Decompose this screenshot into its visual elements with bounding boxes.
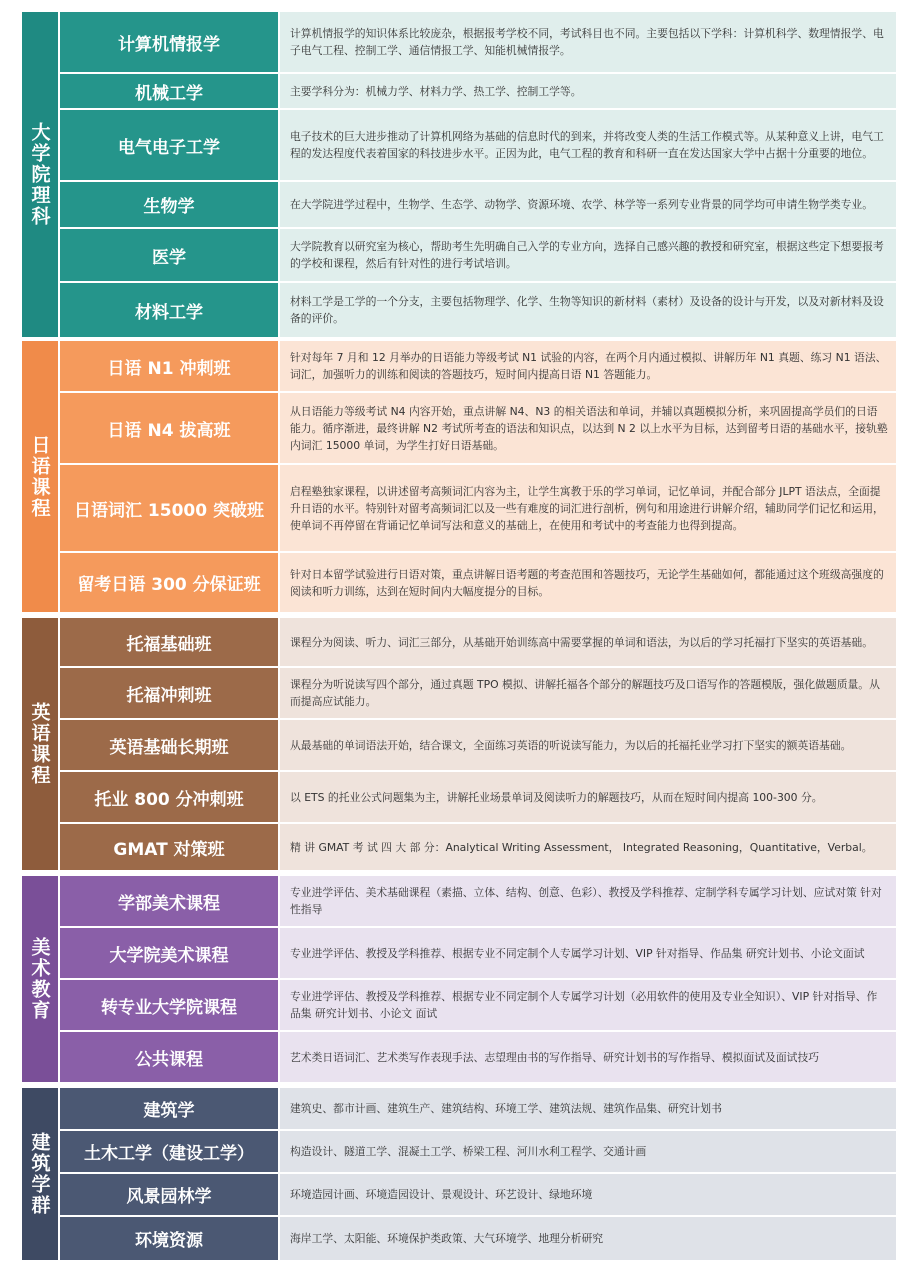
course-name: 转专业大学院课程 [60,980,278,1030]
course-description: 精 讲 GMAT 考 试 四 大 部 分：Analytical Writing Assessment， Integrated Reasoning，Quantitative，Verbal。 [280,824,896,870]
course-name: GMAT 对策班 [60,824,278,870]
section-title: 大学院理科 [22,12,58,337]
course-description: 专业进学评估、教授及学科推荐、根据专业不同定制个人专属学习计划、VIP 针对指导、作品集 研究计划书、小论文面试 [280,928,896,978]
course-description: 海岸工学、太阳能、环境保护类政策、大气环境学、地理分析研究 [280,1217,896,1260]
table-row [60,1131,896,1172]
table-row [60,182,896,227]
course-description: 构造设计、隧道工学、混凝土工学、桥梁工程、河川水利工程学、交通计画 [280,1131,896,1172]
course-name: 留考日语 300 分保证班 [60,553,278,612]
course-name: 生物学 [60,182,278,227]
course-description: 针对每年 7 月和 12 月举办的日语能力等级考试 N1 试验的内容，在两个月内通过模拟、讲解历年 N1 真题、练习 N1 语法、词汇，加强听力的训练和阅读的答题技巧，短时间内提高日语 N1 答题能力。 [280,341,896,391]
course-name: 建筑学 [60,1088,278,1129]
course-name: 计算机情报学 [60,12,278,72]
course-description: 针对日本留学试验进行日语对策，重点讲解日语考题的考查范围和答题技巧，无论学生基础如何，都能通过这个班级高强度的阅读和听力训练，达到在短时间内大幅度提分的目标。 [280,553,896,612]
course-name: 风景园林学 [60,1174,278,1215]
course-description: 课程分为阅读、听力、词汇三部分，从基础开始训练高中需要掌握的单词和语法，为以后的学习托福打下坚实的英语基础。 [280,618,896,666]
course-name: 医学 [60,229,278,281]
table-row [60,772,896,822]
table-row [60,1174,896,1215]
section-title: 美术教育 [22,876,58,1082]
course-name: 托福基础班 [60,618,278,666]
table-row [60,1032,896,1082]
course-description: 专业进学评估、美术基础课程（素描、立体、结构、创意、色彩）、教授及学科推荐、定制学科专属学习计划、应试对策 针对性指导 [280,876,896,926]
course-name: 日语词汇 15000 突破班 [60,465,278,551]
course-description: 从日语能力等级考试 N4 内容开始，重点讲解 N4、N3 的相关语法和单词，并辅以真题模拟分析，来巩固提高学员们的日语能力。循序渐进，最终讲解 N2 考试所考查的语法和知识点，以达到 N 2 以上水平为目标，达到留考日语的基础水平，接轨塾内词汇 15000 单词，为学生打好日语基础。 [280,393,896,463]
course-name: 材料工学 [60,283,278,337]
table-row [60,283,896,337]
course-description: 从最基础的单词语法开始，结合课文，全面练习英语的听说读写能力，为以后的托福托业学习打下坚实的额英语基础。 [280,720,896,770]
table-row [60,618,896,666]
section-art [22,876,896,1082]
course-name: 土木工学（建设工学） [60,1131,278,1172]
table-row [60,928,896,978]
course-name: 环境资源 [60,1217,278,1260]
course-description: 启程塾独家课程，以讲述留考高频词汇内容为主，让学生寓教于乐的学习单词，记忆单词，并配合部分 JLPT 语法点，全面提升日语的水平。特别针对留考高频词汇以及一些有难度的词汇进行剖析，例句和用途进行讲解介绍，辅助同学们记忆和运用，使单词不再停留在背诵记忆单词写法和意义的基础上，在使用和考试中的考查能力也得到提高。 [280,465,896,551]
course-name: 学部美术课程 [60,876,278,926]
table-row [60,824,896,870]
section-science [22,12,896,337]
course-description: 专业进学评估、教授及学科推荐、根据专业不同定制个人专属学习计划（必用软件的使用及专业全知识）、VIP 针对指导、作品集 研究计划书、小论文 面试 [280,980,896,1030]
table-row [60,553,896,612]
course-name: 日语 N4 拔高班 [60,393,278,463]
course-description: 艺术类日语词汇、艺术类写作表现手法、志望理由书的写作指导、研究计划书的写作指导、模拟面试及面试技巧 [280,1032,896,1082]
course-description: 建筑史、都市计画、建筑生产、建筑结构、环境工学、建筑法规、建筑作品集、研究计划书 [280,1088,896,1129]
table-row [60,876,896,926]
course-name: 机械工学 [60,74,278,108]
section-architecture [22,1088,896,1260]
table-row [60,1088,896,1129]
table-row [60,229,896,281]
table-row [60,465,896,551]
course-name: 日语 N1 冲刺班 [60,341,278,391]
course-description: 材料工学是工学的一个分支，主要包括物理学、化学、生物等知识的新材料（素材）及设备的设计与开发，以及对新材料及设备的评价。 [280,283,896,337]
course-description: 大学院教育以研究室为核心，帮助考生先明确自己入学的专业方向，选择自己感兴趣的教授和研究室，根据这些定下想要报考的学校和课程，然后有针对性的进行考试培训。 [280,229,896,281]
course-description: 电子技术的巨大进步推动了计算机网络为基础的信息时代的到来，并将改变人类的生活工作模式等。从某种意义上讲，电气工程的发达程度代表着国家的科技进步水平。正因为此，电气工程的教育和科研一直在发达国家大学中占据十分重要的地位。 [280,110,896,180]
course-description: 计算机情报学的知识体系比较庞杂，根据报考学校不同，考试科目也不同。主要包括以下学科：计算机科学、数理情报学、电子电气工程、控制工学、通信情报工学、知能机械情报学。 [280,12,896,72]
course-description: 课程分为听说读写四个部分，通过真题 TPO 模拟、讲解托福各个部分的解题技巧及口语写作的答题模版，强化做题质量。从而提高应试能力。 [280,668,896,718]
table-row [60,668,896,718]
table-row [60,1217,896,1260]
course-name: 电气电子工学 [60,110,278,180]
course-description: 以 ETS 的托业公式问题集为主，讲解托业场景单词及阅读听力的解题技巧，从而在短时间内提高 100-300 分。 [280,772,896,822]
course-description: 在大学院进学过程中，生物学、生态学、动物学、资源环境、农学、林学等一系列专业背景的同学均可申请生物学类专业。 [280,182,896,227]
course-name: 托业 800 分冲刺班 [60,772,278,822]
course-name: 公共课程 [60,1032,278,1082]
table-row [60,341,896,391]
table-row [60,12,896,72]
section-title: 日语课程 [22,341,58,612]
course-description: 环境造园计画、环境造园设计、景观设计、环艺设计、绿地环境 [280,1174,896,1215]
course-name: 托福冲刺班 [60,668,278,718]
course-description: 主要学科分为：机械力学、材料力学、热工学、控制工学等。 [280,74,896,108]
table-row [60,393,896,463]
course-name: 大学院美术课程 [60,928,278,978]
table-row [60,110,896,180]
section-title: 建筑学群 [22,1088,58,1260]
section-title: 英语课程 [22,618,58,870]
section-english [22,618,896,870]
section-japanese [22,341,896,612]
table-row [60,74,896,108]
table-row [60,980,896,1030]
table-row [60,720,896,770]
course-name: 英语基础长期班 [60,720,278,770]
